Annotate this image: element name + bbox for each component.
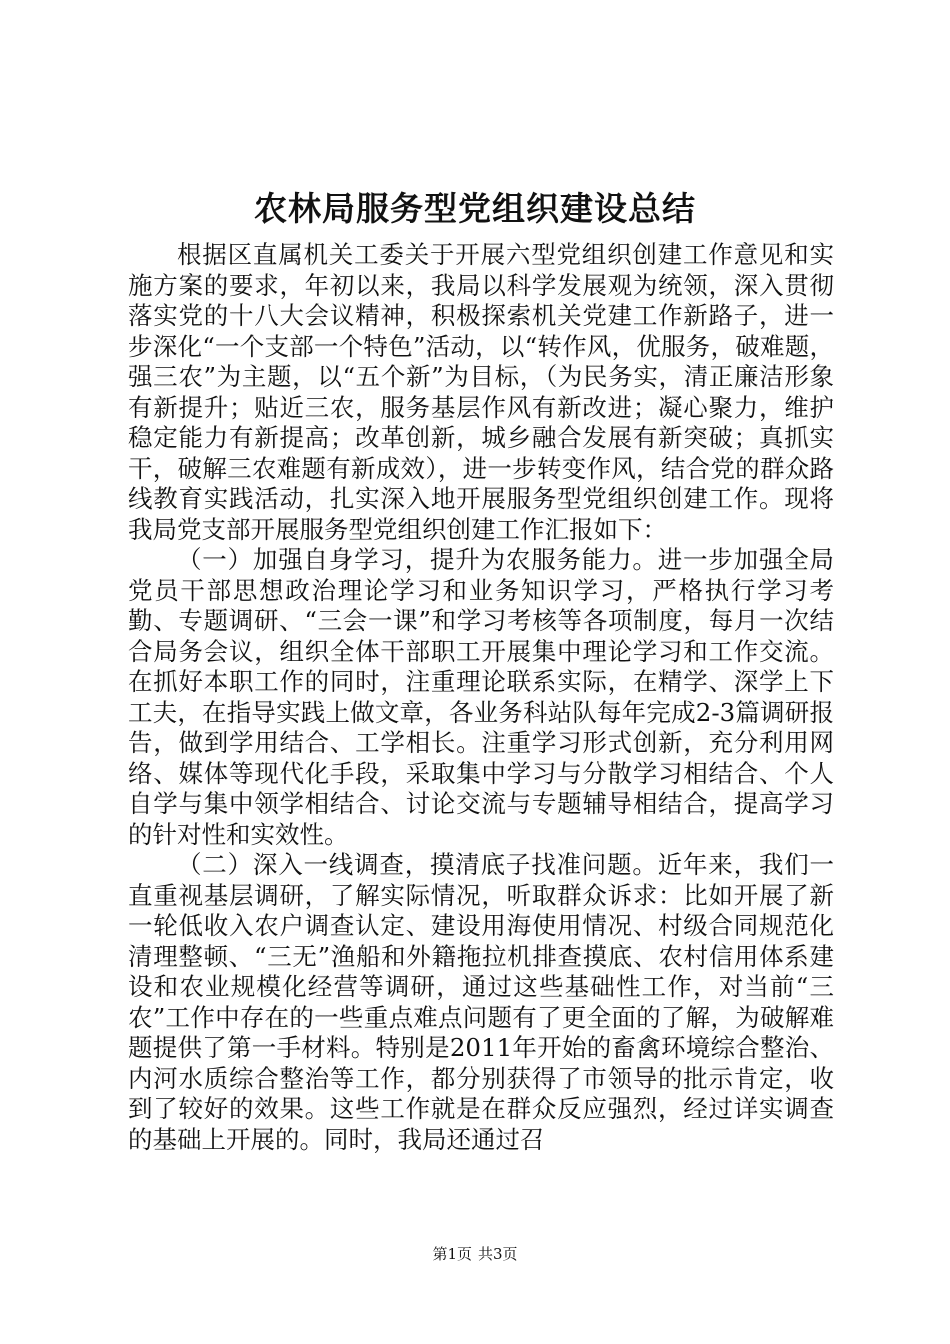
- body-paragraph-section-2: （二）深入一线调查，摸清底子找准问题。近年来，我们一直重视基层调研，了解实际情况，听取群众诉求：比如开展了新一轮低收入农户调查认定、建设用海使用情况、村级合同规范化清理整顿、“三无”渔船和外籍拖拉机排查摸底、农村信用体系建设和农业规模化经营等调研，通过这些基础性工作，对当前“三农”工作中存在的一些重点难点问题有了更全面的了解，为破解难题提供了第一手材料。特别是2011年开始的畜禽环境综合整治、内河水质综合整治等工作，都分别获得了市领导的批示肯定，收到了较好的效果。这些工作就是在群众反应强烈，经过详实调查的基础上开展的。同时，我局还通过召: [128, 850, 834, 1154]
- page-footer: [0, 1244, 950, 1264]
- body-paragraph-section-1: （一）加强自身学习，提升为农服务能力。进一步加强全局党员干部思想政治理论学习和业务知识学习，严格执行学习考勤、专题调研、“三会一课”和学习考核等各项制度，每月一次结合局务会议，组织全体干部职工开展集中理论学习和工作交流。在抓好本职工作的同时，注重理论联系实际，在精学、深学上下工夫，在指导实践上做文章，各业务科站队每年完成2-3篇调研报告，做到学用结合、工学相长。注重学习形式创新，充分利用网络、媒体等现代化手段，采取集中学习与分散学习相结合、个人自学与集中领学相结合、讨论交流与专题辅导相结合，提高学习的针对性和实效性。: [128, 545, 834, 849]
- page-total: 共3页: [478, 1245, 518, 1263]
- page-number: 第1页: [432, 1245, 472, 1263]
- body-paragraph-intro: 根据区直属机关工委关于开展六型党组织创建工作意见和实施方案的要求，年初以来，我局以科学发展观为统领，深入贯彻落实党的十八大会议精神，积极探索机关党建工作新路子，进一步深化“一个支部一个特色”活动，以“转作风，优服务，破难题，强三农”为主题，以“五个新”为目标，（为民务实，清正廉洁形象有新提升；贴近三农，服务基层作风有新改进；凝心聚力，维护稳定能力有新提高；改革创新，城乡融合发展有新突破；真抓实干，破解三农难题有新成效），进一步转变作风，结合党的群众路线教育实践活动，扎实深入地开展服务型党组织创建工作。现将我局党支部开展服务型党组织创建工作汇报如下：: [128, 240, 834, 544]
- document-body: [128, 240, 834, 1155]
- document-title: 农林局服务型党组织建设总结: [254, 189, 696, 228]
